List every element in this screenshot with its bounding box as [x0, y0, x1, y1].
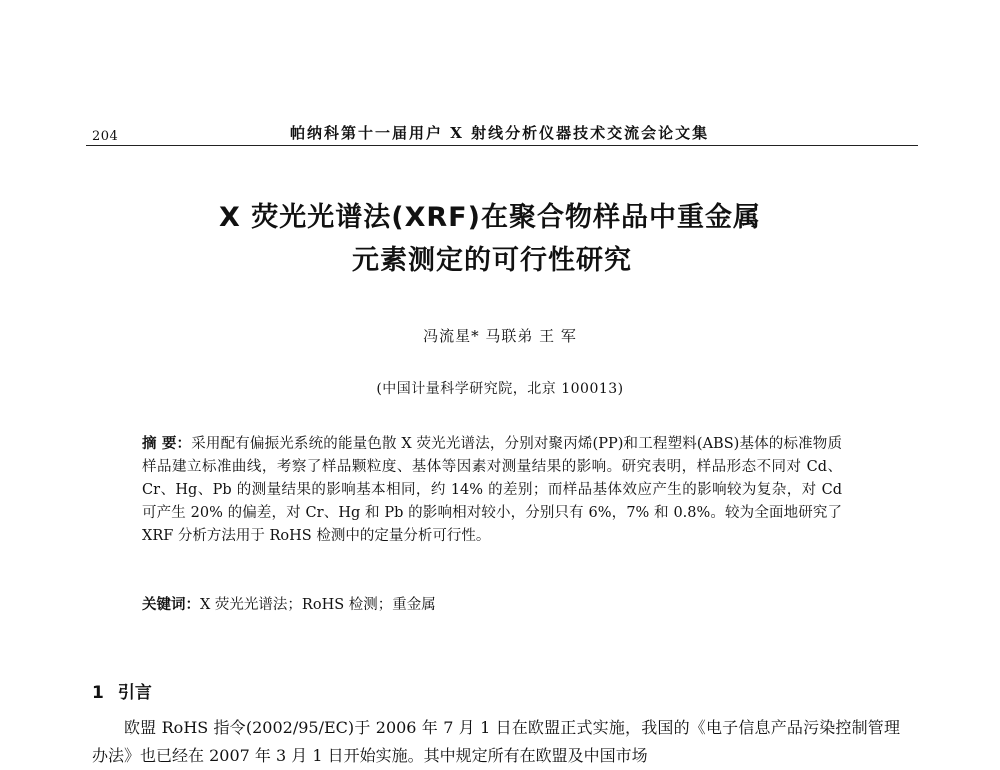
- abstract-text: 采用配有偏振光系统的能量色散 X 荧光光谱法，分别对聚丙烯(PP)和工程塑料(ABS)基体的标准物质样品建立标准曲线，考察了样品颗粒度、基体等因素对测量结果的影响。研究表明，样品形态不同对 Cd、Cr、Hg、Pb 的测量结果的影响基本相同，约 14% 的差别；而样品基体效应产生的影响较为复杂，对 Cd 可产生 20% 的偏差，对 Cr、Hg 和 Pb 的影响相对较小，分别只有 6%，7% 和 0.8%。较为全面地研究了 XRF 分析方法用于 RoHS 检测中的定量分析可行性。: [142, 436, 842, 544]
- header-rule: [86, 145, 918, 146]
- section-title: 引言: [117, 683, 152, 703]
- authors: 冯流星* 马联弟 王 军: [423, 327, 577, 345]
- section-heading: [92, 678, 152, 703]
- page-number: 204: [92, 129, 119, 144]
- running-header: 帕纳科第十一届用户 X 射线分析仪器技术交流会论文集: [290, 124, 710, 142]
- abstract: [142, 433, 842, 548]
- abstract-label: 摘 要：: [142, 436, 192, 452]
- affiliation: (中国计量科学研究院，北京 100013): [376, 381, 624, 397]
- body-paragraph: 欧盟 RoHS 指令(2002/95/EC)于 2006 年 7 月 1 日在欧盟正式实施，我国的《电子信息产品污染控制管理办法》也已经在 2007 年 3 月 1 日开始实施。其中规定所有在欧盟及中国市场: [92, 718, 900, 765]
- keywords-label: 关键词：: [142, 597, 200, 613]
- section-number: 1: [92, 683, 104, 703]
- keywords: [142, 594, 842, 617]
- paper-title-line-1: X 荧光光谱法(XRF)在聚合物样品中重金属: [219, 202, 761, 233]
- keywords-text: X 荧光光谱法；RoHS 检测；重金属: [200, 597, 436, 613]
- paper-title-line-2: 元素测定的可行性研究: [352, 245, 632, 276]
